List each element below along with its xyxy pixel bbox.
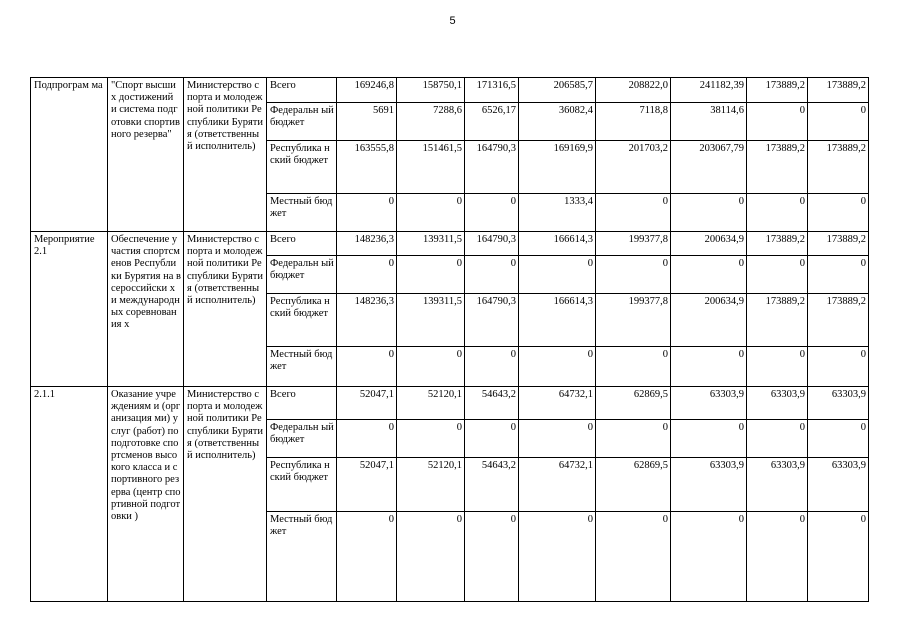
value-cell: 0 bbox=[808, 512, 869, 602]
value-cell: 0 bbox=[397, 420, 465, 458]
value-cell: 169169,9 bbox=[519, 141, 596, 194]
funding-source: Всего bbox=[267, 387, 337, 420]
value-cell: 0 bbox=[747, 256, 808, 294]
value-cell: 0 bbox=[519, 512, 596, 602]
value-cell: 173889,2 bbox=[808, 294, 869, 347]
value-cell: 0 bbox=[465, 420, 519, 458]
value-cell: 148236,3 bbox=[337, 232, 397, 256]
value-cell: 139311,5 bbox=[397, 232, 465, 256]
value-cell: 63303,9 bbox=[747, 387, 808, 420]
value-cell: 0 bbox=[397, 194, 465, 232]
value-cell: 206585,7 bbox=[519, 78, 596, 103]
value-cell: 36082,4 bbox=[519, 103, 596, 141]
funding-source: Всего bbox=[267, 232, 337, 256]
table-row bbox=[31, 232, 869, 256]
value-cell: 0 bbox=[519, 420, 596, 458]
value-cell: 164790,3 bbox=[465, 141, 519, 194]
value-cell: 1333,4 bbox=[519, 194, 596, 232]
value-cell: 139311,5 bbox=[397, 294, 465, 347]
value-cell: 0 bbox=[671, 347, 747, 387]
value-cell: 0 bbox=[519, 256, 596, 294]
funding-source: Республика нский бюджет bbox=[267, 141, 337, 194]
program-name: Обеспечение участия спортсменов Республики Бурятия на всероссийски х и международн ых соревнования х bbox=[108, 232, 184, 387]
value-cell: 173889,2 bbox=[747, 141, 808, 194]
value-cell: 0 bbox=[596, 512, 671, 602]
program-name: Оказание учреждениям и (организация ми) услуг (работ) по подготовке спортсменов высокого класса и спортивного резерва (центр спортивной подготовки ) bbox=[108, 387, 184, 602]
funding-source: Местный бюджет bbox=[267, 347, 337, 387]
value-cell: 164790,3 bbox=[465, 232, 519, 256]
value-cell: 203067,79 bbox=[671, 141, 747, 194]
funding-source: Местный бюджет bbox=[267, 194, 337, 232]
value-cell: 151461,5 bbox=[397, 141, 465, 194]
funding-source: Республика нский бюджет bbox=[267, 294, 337, 347]
value-cell: 0 bbox=[671, 256, 747, 294]
table-row bbox=[31, 78, 869, 103]
value-cell: 5691 bbox=[337, 103, 397, 141]
value-cell: 7118,8 bbox=[596, 103, 671, 141]
value-cell: 52120,1 bbox=[397, 458, 465, 512]
program-executor: Министерство спорта и молодежной политики Республики Бурятия (ответственны й исполнитель) bbox=[184, 78, 267, 232]
value-cell: 0 bbox=[747, 194, 808, 232]
page-number: 5 bbox=[449, 15, 456, 27]
value-cell: 54643,2 bbox=[465, 458, 519, 512]
value-cell: 0 bbox=[747, 512, 808, 602]
value-cell: 0 bbox=[808, 194, 869, 232]
value-cell: 0 bbox=[671, 420, 747, 458]
value-cell: 0 bbox=[397, 512, 465, 602]
value-cell: 0 bbox=[337, 512, 397, 602]
value-cell: 0 bbox=[465, 194, 519, 232]
value-cell: 148236,3 bbox=[337, 294, 397, 347]
value-cell: 200634,9 bbox=[671, 294, 747, 347]
funding-source: Федеральн ый бюджет bbox=[267, 103, 337, 141]
value-cell: 200634,9 bbox=[671, 232, 747, 256]
value-cell: 7288,6 bbox=[397, 103, 465, 141]
program-code: Мероприятие 2.1 bbox=[31, 232, 108, 387]
value-cell: 173889,2 bbox=[808, 78, 869, 103]
value-cell: 63303,9 bbox=[671, 387, 747, 420]
program-executor: Министерство спорта и молодежной политики Республики Бурятия (ответственны й исполнитель) bbox=[184, 232, 267, 387]
value-cell: 63303,9 bbox=[671, 458, 747, 512]
value-cell: 173889,2 bbox=[747, 78, 808, 103]
value-cell: 173889,2 bbox=[808, 141, 869, 194]
value-cell: 64732,1 bbox=[519, 387, 596, 420]
value-cell: 38114,6 bbox=[671, 103, 747, 141]
value-cell: 52047,1 bbox=[337, 387, 397, 420]
value-cell: 0 bbox=[397, 347, 465, 387]
funding-source: Федеральн ый бюджет bbox=[267, 420, 337, 458]
funding-source: Всего bbox=[267, 78, 337, 103]
value-cell: 0 bbox=[747, 103, 808, 141]
value-cell: 173889,2 bbox=[747, 294, 808, 347]
table-row bbox=[31, 387, 869, 420]
value-cell: 201703,2 bbox=[596, 141, 671, 194]
value-cell: 0 bbox=[397, 256, 465, 294]
value-cell: 199377,8 bbox=[596, 232, 671, 256]
funding-source: Республика нский бюджет bbox=[267, 458, 337, 512]
value-cell: 164790,3 bbox=[465, 294, 519, 347]
value-cell: 0 bbox=[337, 347, 397, 387]
value-cell: 199377,8 bbox=[596, 294, 671, 347]
value-cell: 6526,17 bbox=[465, 103, 519, 141]
value-cell: 241182,39 bbox=[671, 78, 747, 103]
value-cell: 54643,2 bbox=[465, 387, 519, 420]
value-cell: 62869,5 bbox=[596, 387, 671, 420]
program-executor: Министерство спорта и молодежной политики Республики Бурятия (ответственны й исполнитель) bbox=[184, 387, 267, 602]
value-cell: 0 bbox=[465, 512, 519, 602]
program-code: Подпрограм ма bbox=[31, 78, 108, 232]
value-cell: 63303,9 bbox=[808, 387, 869, 420]
value-cell: 166614,3 bbox=[519, 294, 596, 347]
value-cell: 0 bbox=[337, 420, 397, 458]
value-cell: 63303,9 bbox=[808, 458, 869, 512]
value-cell: 0 bbox=[465, 347, 519, 387]
value-cell: 0 bbox=[808, 347, 869, 387]
program-name: "Спорт высших достижений и система подготовки спортивного резерва" bbox=[108, 78, 184, 232]
value-cell: 173889,2 bbox=[808, 232, 869, 256]
value-cell: 163555,8 bbox=[337, 141, 397, 194]
value-cell: 0 bbox=[596, 347, 671, 387]
value-cell: 0 bbox=[337, 194, 397, 232]
value-cell: 52047,1 bbox=[337, 458, 397, 512]
value-cell: 0 bbox=[808, 256, 869, 294]
value-cell: 0 bbox=[808, 103, 869, 141]
value-cell: 62869,5 bbox=[596, 458, 671, 512]
value-cell: 0 bbox=[337, 256, 397, 294]
value-cell: 0 bbox=[596, 194, 671, 232]
value-cell: 166614,3 bbox=[519, 232, 596, 256]
funding-source: Местный бюджет bbox=[267, 512, 337, 602]
value-cell: 0 bbox=[596, 420, 671, 458]
value-cell: 0 bbox=[465, 256, 519, 294]
value-cell: 169246,8 bbox=[337, 78, 397, 103]
value-cell: 0 bbox=[519, 347, 596, 387]
value-cell: 0 bbox=[671, 512, 747, 602]
budget-table bbox=[30, 77, 869, 602]
value-cell: 0 bbox=[596, 256, 671, 294]
funding-source: Федеральн ый бюджет bbox=[267, 256, 337, 294]
value-cell: 52120,1 bbox=[397, 387, 465, 420]
value-cell: 0 bbox=[671, 194, 747, 232]
value-cell: 0 bbox=[747, 347, 808, 387]
value-cell: 173889,2 bbox=[747, 232, 808, 256]
value-cell: 208822,0 bbox=[596, 78, 671, 103]
value-cell: 64732,1 bbox=[519, 458, 596, 512]
value-cell: 0 bbox=[808, 420, 869, 458]
value-cell: 63303,9 bbox=[747, 458, 808, 512]
program-code: 2.1.1 bbox=[31, 387, 108, 602]
value-cell: 158750,1 bbox=[397, 78, 465, 103]
value-cell: 0 bbox=[747, 420, 808, 458]
value-cell: 171316,5 bbox=[465, 78, 519, 103]
